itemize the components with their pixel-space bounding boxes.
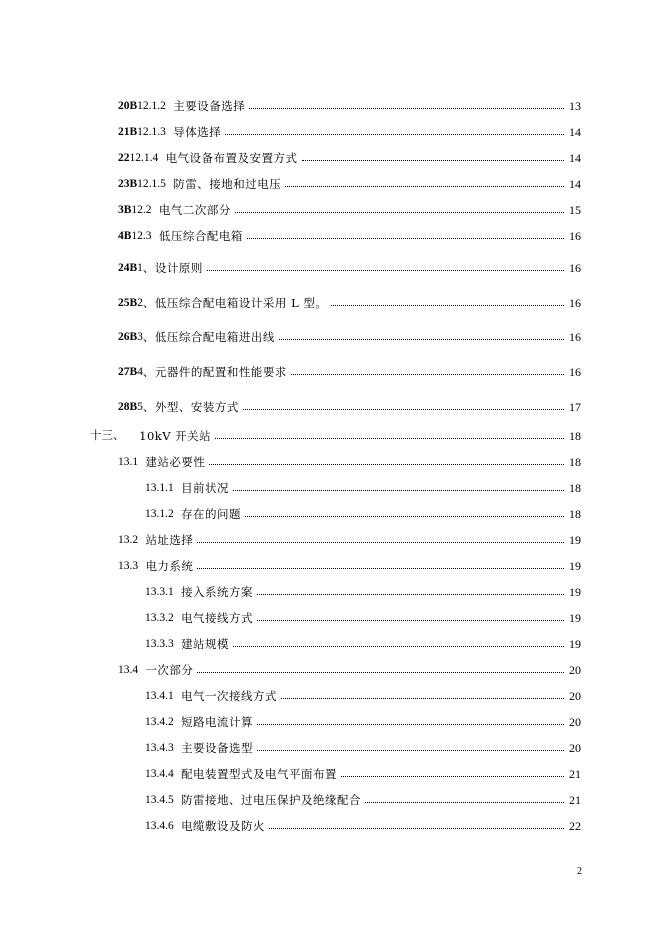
- toc-entry[interactable]: [145, 607, 581, 625]
- toc-anchor-prefix: 23B: [118, 178, 138, 190]
- toc-section-number: 13.4.5: [145, 794, 174, 806]
- dot-leader: [233, 490, 564, 491]
- toc-entry[interactable]: [118, 147, 581, 165]
- toc-entry[interactable]: [118, 199, 581, 217]
- dot-leader: [243, 409, 564, 410]
- toc-anchor-prefix: 3B: [118, 204, 132, 216]
- dot-leader: [207, 270, 564, 271]
- toc-entry[interactable]: [118, 225, 581, 243]
- toc-entry[interactable]: [145, 685, 581, 703]
- toc-entry[interactable]: [145, 711, 581, 729]
- toc-section-number: 13.3.2: [145, 612, 174, 624]
- toc-page-number: 19: [569, 585, 581, 599]
- toc-title: 电气二次部分: [158, 203, 231, 217]
- toc-title: 、低压综合配电箱进出线: [142, 330, 275, 344]
- toc-entry[interactable]: [145, 763, 581, 781]
- toc-section-number: 13.1: [118, 456, 139, 468]
- toc-section-number: 13.3.1: [145, 586, 174, 598]
- dot-leader: [285, 186, 564, 187]
- toc-section-number: 13.2: [118, 534, 139, 546]
- toc-title: 短路电流计算: [181, 715, 254, 729]
- dot-leader: [291, 374, 564, 375]
- page-number: 2: [577, 866, 582, 877]
- toc-page-number: 18: [569, 507, 581, 521]
- toc-section-number: 13.3: [118, 560, 139, 572]
- toc-page-number: 19: [569, 611, 581, 625]
- toc-entry[interactable]: [118, 257, 581, 275]
- dot-leader: [197, 672, 564, 673]
- toc-section-number: 13.4.3: [145, 742, 174, 754]
- toc-title: 防雷、接地和过电压: [173, 177, 282, 191]
- toc-entry[interactable]: [145, 737, 581, 755]
- toc-entry[interactable]: [118, 173, 581, 191]
- toc-entry[interactable]: [145, 581, 581, 599]
- dot-leader: [257, 724, 564, 725]
- toc-title: 建站规模: [181, 637, 230, 651]
- dot-leader: [235, 212, 564, 213]
- toc-section-number: 12.1.3: [137, 126, 166, 138]
- toc-page-number: 21: [569, 767, 581, 781]
- toc-anchor-prefix: 27B: [118, 366, 138, 378]
- dot-leader: [281, 698, 564, 699]
- toc-anchor-prefix: 4B: [118, 230, 132, 242]
- toc-anchor-prefix: 28B: [118, 401, 138, 413]
- dot-leader: [269, 828, 564, 829]
- dot-leader: [302, 160, 564, 161]
- toc-title: 电气设备布置及安置方式: [165, 151, 298, 165]
- toc-section-number: 12.1.5: [137, 178, 166, 190]
- toc-title: 主要设备选型: [181, 741, 254, 755]
- toc-anchor-prefix: 24B: [118, 262, 138, 274]
- toc-section-number: 12.1.2: [137, 100, 166, 112]
- toc-title: 电气一次接线方式: [181, 689, 278, 703]
- toc-page-number: 13: [569, 99, 581, 113]
- toc-page-number: 16: [569, 229, 581, 243]
- toc-entry[interactable]: [145, 815, 581, 833]
- toc-section-number: 12.2: [131, 204, 152, 216]
- toc-section-number: 4: [137, 366, 143, 378]
- dot-leader: [247, 238, 564, 239]
- toc-title: 、外型、安装方式: [142, 400, 239, 414]
- toc-title: 、设计原则: [142, 261, 203, 275]
- toc-page-number: 19: [569, 533, 581, 547]
- toc-title: 电缆敷设及防火: [181, 819, 266, 833]
- dot-leader: [215, 438, 564, 439]
- dot-leader: [331, 305, 564, 306]
- toc-anchor-prefix: 20B: [118, 100, 138, 112]
- toc-page-number: 18: [569, 429, 581, 443]
- toc-title: 存在的问题: [181, 507, 242, 521]
- toc-entry[interactable]: [145, 789, 581, 807]
- dot-leader: [257, 750, 564, 751]
- toc-page-number: 16: [569, 261, 581, 275]
- toc-section-number: 13.1.2: [145, 508, 174, 520]
- toc-entry[interactable]: [118, 555, 581, 573]
- toc-title: 接入系统方案: [181, 585, 254, 599]
- toc-page-number: 18: [569, 481, 581, 495]
- toc-anchor-prefix: 22: [118, 152, 130, 164]
- toc-page-number: 20: [569, 715, 581, 729]
- toc-title: 电力系统: [145, 559, 194, 573]
- toc-section-number: 13.4.4: [145, 768, 174, 780]
- toc-entry[interactable]: [145, 503, 581, 521]
- dot-leader: [279, 339, 564, 340]
- dot-leader: [233, 646, 564, 647]
- toc-page-number: 14: [569, 177, 581, 191]
- toc-section-number: 5: [137, 401, 143, 413]
- toc-entry[interactable]: [118, 396, 581, 414]
- toc-section-number: 十三、: [90, 430, 125, 442]
- toc-anchor-prefix: 25B: [118, 297, 138, 309]
- toc-section-number: 12.1.4: [129, 152, 159, 164]
- toc-page-number: 19: [569, 559, 581, 573]
- toc-page-number: 16: [569, 330, 581, 344]
- dot-leader: [257, 620, 564, 621]
- toc-anchor-prefix: 26B: [118, 331, 138, 343]
- toc-section-number: 13.4.1: [145, 690, 174, 702]
- toc-anchor-prefix: 21B: [118, 126, 138, 138]
- toc-page-number: 16: [569, 365, 581, 379]
- toc-entry[interactable]: [118, 361, 581, 379]
- toc-title: 导体选择: [173, 125, 222, 139]
- toc-title: 目前状况: [181, 481, 230, 495]
- toc-title: 电气接线方式: [181, 611, 254, 625]
- toc-section-number: 13.4: [118, 664, 139, 676]
- toc-section-number: 2: [137, 297, 143, 309]
- toc-section-number: 13.3.3: [145, 638, 174, 650]
- toc-page-number: 14: [569, 125, 581, 139]
- toc-page-number: 19: [569, 637, 581, 651]
- toc-entry[interactable]: [118, 95, 581, 113]
- toc-title: 一次部分: [145, 663, 194, 677]
- toc-title: 站址选择: [145, 533, 194, 547]
- dot-leader: [257, 594, 564, 595]
- toc-section-number: 3: [137, 331, 143, 343]
- toc-entry[interactable]: [90, 425, 581, 443]
- dot-leader: [245, 516, 564, 517]
- toc-title: 低压综合配电箱: [158, 229, 243, 243]
- toc-entry[interactable]: [118, 326, 581, 344]
- toc-page-number: 14: [569, 151, 581, 165]
- toc-section-number: 12.3: [131, 230, 152, 242]
- toc-entry[interactable]: [118, 451, 581, 469]
- dot-leader: [225, 134, 564, 135]
- toc-title: 配电装置型式及电气平面布置: [181, 767, 338, 781]
- dot-leader: [209, 464, 564, 465]
- dot-leader: [197, 568, 564, 569]
- toc-title: 、低压综合配电箱设计采用 L 型。: [142, 296, 328, 310]
- toc-entry[interactable]: [118, 121, 581, 139]
- toc-title: 、元器件的配置和性能要求: [142, 365, 287, 379]
- toc-page-number: 16: [569, 296, 581, 310]
- toc-section-number: 1: [137, 262, 143, 274]
- toc-title: 主要设备选择: [173, 99, 246, 113]
- toc-entry[interactable]: [145, 477, 581, 495]
- dot-leader: [365, 802, 564, 803]
- dot-leader: [197, 542, 564, 543]
- toc-section-number: 13.4.6: [145, 820, 174, 832]
- toc-section-number: 13.4.2: [145, 716, 174, 728]
- toc-entry[interactable]: [118, 292, 581, 310]
- toc-entry[interactable]: [118, 529, 581, 547]
- toc-title: 建站必要性: [145, 455, 206, 469]
- toc-page-number: 15: [569, 203, 581, 217]
- toc-page-number: 21: [569, 793, 581, 807]
- toc-entry[interactable]: [145, 633, 581, 651]
- toc-entry[interactable]: [118, 659, 581, 677]
- toc-page-number: 20: [569, 663, 581, 677]
- toc-page-number: 20: [569, 741, 581, 755]
- toc-page-number: 17: [569, 400, 581, 414]
- toc-page-number: 20: [569, 689, 581, 703]
- toc-section-number: 13.1.1: [145, 482, 174, 494]
- dot-leader: [341, 776, 564, 777]
- dot-leader: [249, 108, 564, 109]
- toc-title: 防雷接地、过电压保护及绝缘配合: [181, 793, 362, 807]
- toc-title: 10kV 开关站: [139, 429, 212, 443]
- toc-page-number: 22: [569, 819, 581, 833]
- toc-page-number: 18: [569, 455, 581, 469]
